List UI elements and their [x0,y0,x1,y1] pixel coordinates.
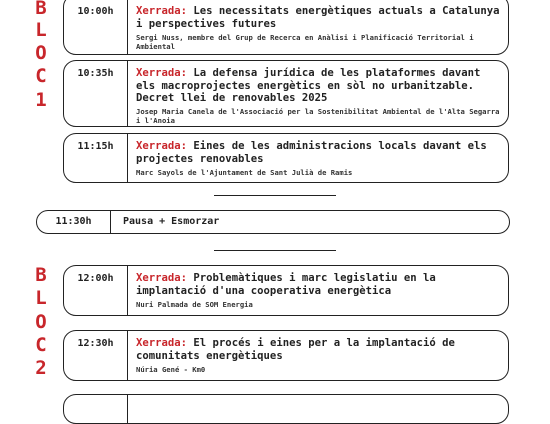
session-time: 10:35h [64,61,128,126]
session-time: 10:00h [64,0,128,54]
bloc-1-letter: O [35,42,47,64]
session-card [63,0,509,55]
session-card [63,265,509,316]
session-time: 12:30h [64,331,128,380]
bloc-2-letter: B [35,264,47,286]
session-type: Xerrada: [136,140,188,152]
break-label: Pausa + Esmorzar [123,216,220,227]
bloc-2-letter: L [35,287,47,309]
session-title-text: Problemàtiques i marc legislatiu en la implantació d'una cooperativa energètica [136,272,436,297]
bloc-2-letter: O [35,311,47,333]
session-title-text: El procés i eines per a la implantació de comunitats energètiques [136,337,455,362]
break-row [36,210,510,234]
session-title [136,337,500,362]
session-time-partial [64,395,128,423]
session-speaker: Núria Gené - Km0 [136,365,206,374]
session-title-text: Les necessitats energètiques actuals a Catalunya i perspectives futures [136,5,500,30]
section-divider [214,250,336,251]
session-speaker: Nuri Palmada de SOM Energia [136,300,253,309]
session-type: Xerrada: [136,337,188,349]
session-type: Xerrada: [136,5,188,17]
session-title [136,5,500,30]
session-speaker: Marc Sayols de l'Ajuntament de Sant Julià de Ramis [136,168,353,177]
session-type: Xerrada: [136,272,188,284]
session-type: Xerrada: [136,67,188,79]
bloc-1-letter: 1 [35,89,47,111]
session-card-partial [63,394,509,424]
session-card [63,60,509,127]
session-title-text: La defensa jurídica de les plataformes davant els macroprojectes energètics en sòl no urbanitzable. Decret llei de renovables 2025 [136,67,481,104]
session-speaker: Josep Maria Canela de l'Associació per la Sostenibilitat Ambiental de l'Alta Segarra i l'Anoia [136,106,500,125]
session-time: 11:15h [64,134,128,182]
session-card [63,330,509,381]
session-speaker: Sergi Nuss, membre del Grup de Recerca en Anàlisi i Planificació Territorial i Ambiental [136,33,474,51]
bloc-1-letter: L [35,19,47,41]
session-card [63,133,509,183]
session-title [136,140,500,165]
bloc-2-letter: 2 [35,357,47,379]
break-time: 11:30h [37,211,111,233]
bloc-1-letter: C [35,65,47,87]
session-title [136,67,500,105]
session-title-text: Eines de les administracions locals davant els projectes renovables [136,140,487,165]
section-divider [214,195,336,196]
bloc-2-letter: C [35,334,47,356]
session-time: 12:00h [64,266,128,315]
bloc-1-letter: B [35,0,47,19]
session-title [136,272,500,297]
